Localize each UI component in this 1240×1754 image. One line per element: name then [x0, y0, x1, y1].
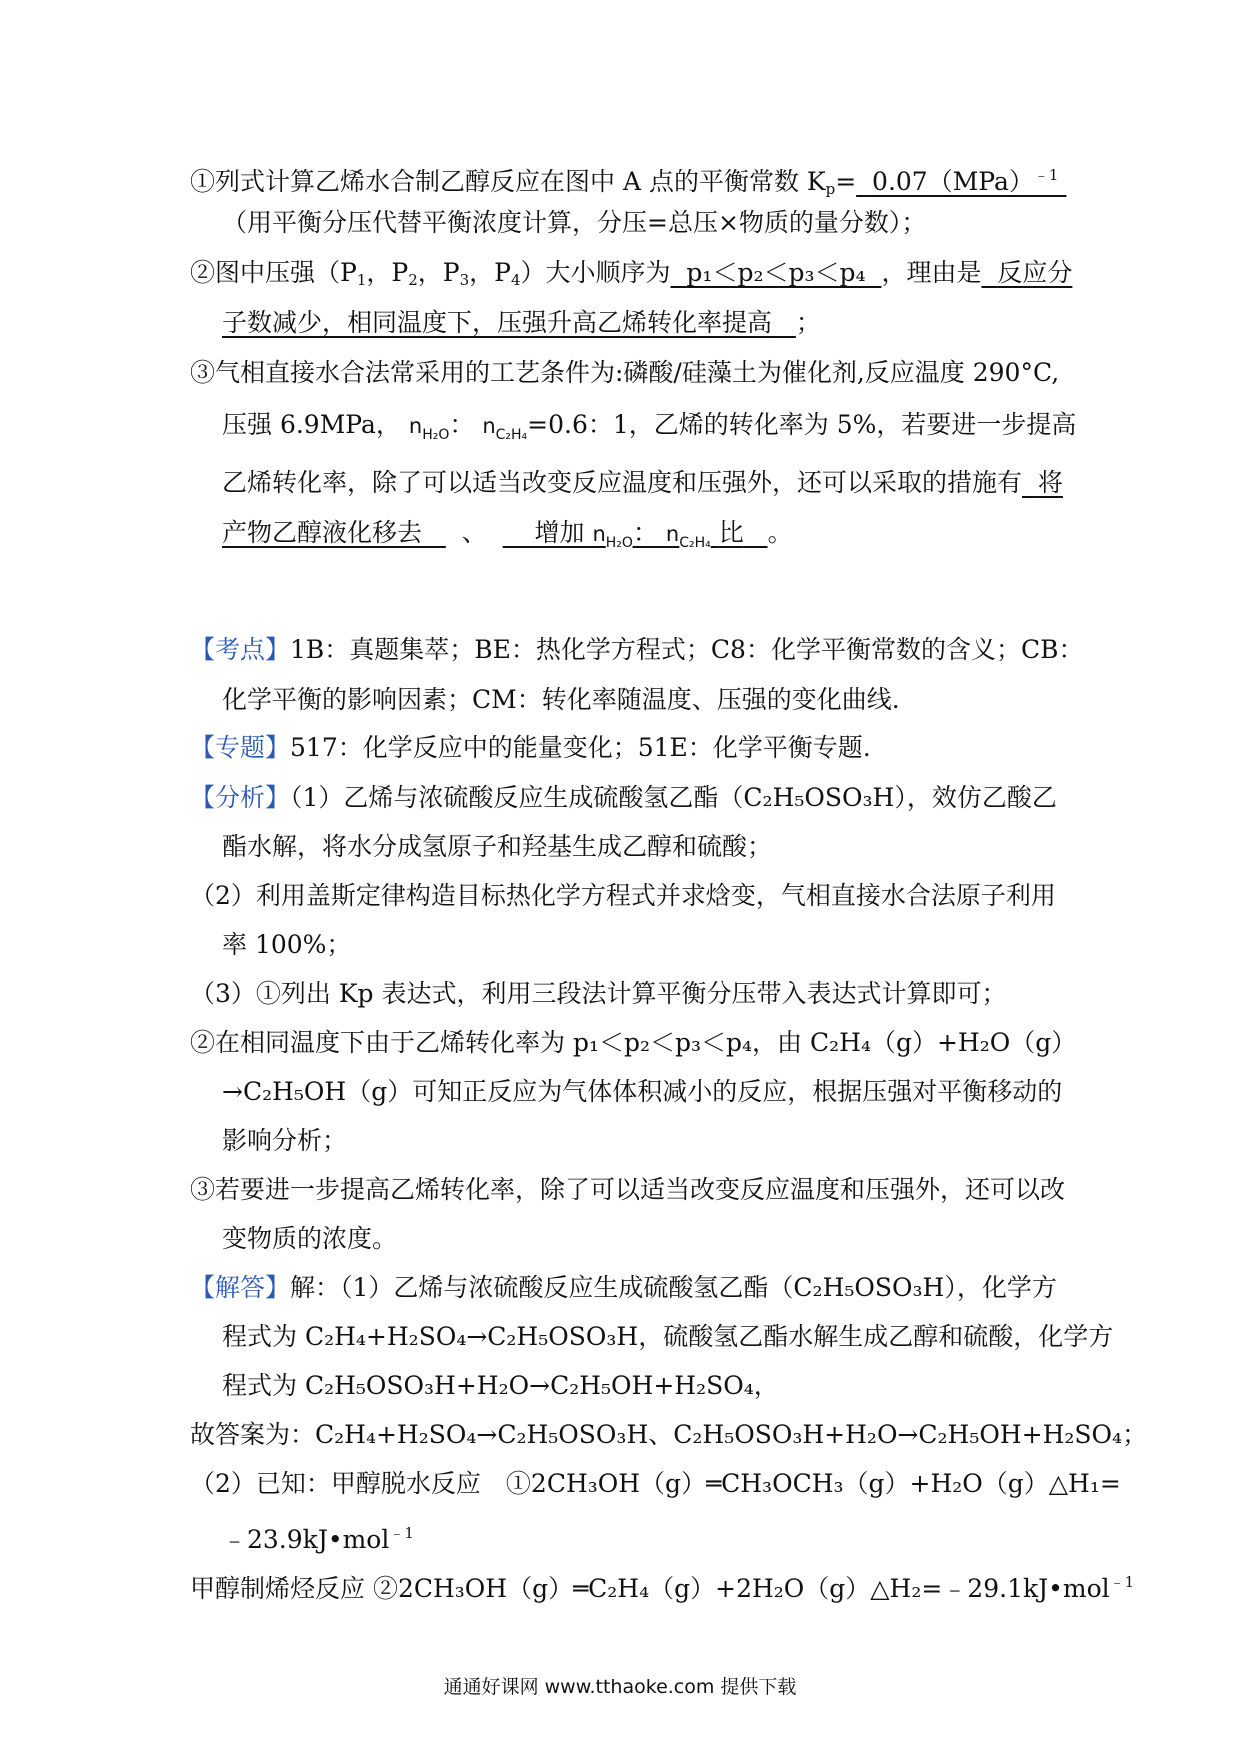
jieda-line4: 故答案为：C₂H₄+H₂SO₄→C₂H₅OSO₃H、C₂H₅OSO₃H+H₂O→C₂H₅OH+H₂SO₄； [190, 1420, 1148, 1449]
fenxi-line3: （2）利用盖斯定律构造目标热化学方程式并求焓变，气相直接水合法原子利用 [190, 881, 1056, 910]
kp-subscript: p [825, 180, 836, 198]
answer-n-c2h4-symbol: n [665, 522, 680, 546]
q3-2-line1 [190, 256, 1072, 297]
kaodian-line1 [190, 633, 1083, 667]
q3-3-line3 [222, 466, 1063, 500]
jieda-line1 [190, 1271, 1057, 1305]
jieda-line7 [190, 1565, 1134, 1606]
q3-2-text: ②图中压强（P [190, 258, 357, 287]
answer-n-h2o-symbol: n [592, 522, 606, 546]
n-c2h4-symbol: n [482, 414, 496, 438]
answer-n-c2h4 [665, 522, 711, 551]
fenxi-line10: 变物质的浓度。 [222, 1224, 398, 1253]
zhuanti-line1 [190, 731, 871, 765]
q3-3-end: 。 [767, 518, 793, 547]
fenxi-text-1: （1）乙烯与浓硫酸反应生成硫酸氢乙酯（C₂H₅OSO₃H），效仿乙酸乙 [290, 783, 1057, 812]
jieda-text-1: 解：（1）乙烯与浓硫酸反应生成硫酸氢乙酯（C₂H₅OSO₃H），化学方 [290, 1273, 1057, 1302]
equals-sign: = [835, 167, 857, 196]
jieda-line2: 程式为 C₂H₄+H₂SO₄→C₂H₅OSO₃H，硫酸氢乙酯水解生成乙醇和硫酸，化学方 [222, 1322, 1114, 1351]
fenxi-tag: 【分析】 [190, 783, 291, 812]
jieda-line7-exponent: ﹣1 [1109, 1573, 1135, 1591]
fenxi-line2: 酯水解，将水分成氢原子和羟基生成乙醇和硫酸； [222, 832, 773, 861]
jieda-line6 [222, 1516, 414, 1557]
p1-sub: 1 [356, 271, 367, 289]
q3-3-text: 压强 6.9MPa， [222, 410, 401, 439]
jieda-tag: 【解答】 [190, 1273, 291, 1302]
p3-sub: 3 [459, 271, 470, 289]
p4-sub: 4 [510, 271, 521, 289]
kaodian-tag: 【考点】 [190, 635, 291, 664]
jieda-text-7: 甲醇制烯烃反应 ②2CH₃OH（g）═C₂H₄（g）+2H₂O（g）△H₂=﹣29.1kJ•mol [190, 1574, 1110, 1603]
answer-n-c2h4-subscript: C₂H₄ [679, 535, 711, 551]
sep-1: ，P [366, 258, 409, 287]
pressure-order-answer [671, 258, 882, 287]
measure-answer-2-pre: 增加 [534, 518, 585, 547]
fenxi-line7: →C₂H₅OH（g）可知正反应为气体体积减小的反应，根据压强对平衡移动的 [222, 1077, 1063, 1106]
fenxi-line8: 影响分析； [222, 1126, 348, 1155]
n-c2h4-term [482, 414, 528, 443]
fenxi-line6: ②在相同温度下由于乙烯转化率为 p₁＜p₂＜p₃＜p₄，由 C₂H₄（g）+H₂O（g） [190, 1028, 1077, 1057]
measure-answer-1-part1 [1022, 468, 1063, 497]
measure-answer-1-part1-text: 将 [1037, 468, 1063, 497]
p2-sub: 2 [408, 271, 418, 289]
sep-3: ，P [469, 258, 511, 287]
q3-1-line1 [190, 158, 1066, 206]
kaodian-text-1: 1B：真题集萃；BE：热化学方程式；C8：化学平衡常数的含义；CB： [290, 635, 1084, 664]
reason-answer-part1-text: 反应分 [997, 258, 1073, 287]
n-h2o-subscript: H₂O [422, 427, 450, 443]
pressure-order-value: p₁＜p₂＜p₃＜p₄ [686, 258, 866, 287]
measure-answer-2-post: 比 [718, 518, 744, 547]
ratio-colon: ： [449, 410, 475, 439]
q3-3-ratio-text: =0.6：1，乙烯的转化率为 5%，若要进一步提高 [527, 410, 1077, 439]
fenxi-line9: ③若要进一步提高乙烯转化率，除了可以适当改变反应温度和压强外，还可以改 [190, 1175, 1066, 1204]
zhuanti-tag: 【专题】 [190, 733, 291, 762]
q3-2-reason-label: ，理由是 [881, 258, 982, 287]
jieda-line5: （2）已知：甲醇脱水反应 ①2CH₃OH（g）═CH₃OCH₃（g）+H₂O（g）△H₁= [190, 1469, 1121, 1498]
answer-n-h2o [592, 522, 633, 551]
measure-answer-1-part2-text: 产物乙醇液化移去 [222, 518, 423, 547]
kp-answer-value: 0.07（MPa） [872, 167, 1034, 196]
answer-colon: ： [632, 518, 658, 547]
jieda-line3: 程式为 C₂H₅OSO₃H+H₂O→C₂H₅OH+H₂SO₄， [222, 1371, 779, 1400]
q3-3-line1: ③气相直接水合法常采用的工艺条件为:磷酸/硅藻土为催化剂,反应温度 290°C, [190, 358, 1060, 387]
reason-answer-part1 [981, 258, 1072, 287]
q3-3-line4 [222, 516, 793, 560]
fenxi-line5: （3）①列出 Kp 表达式，利用三段法计算平衡分压带入表达式计算即可； [190, 979, 1007, 1008]
jieda-text-6: ﹣23.9kJ•mol [222, 1525, 390, 1554]
sep-2: ，P [417, 258, 460, 287]
measure-answer-1-part2 [222, 518, 446, 547]
kp-answer-exponent: ﹣1 [1033, 166, 1059, 184]
n-h2o-symbol: n [408, 414, 423, 438]
reason-answer-part2-text: 子数减少，相同温度下，压强升高乙烯转化率提高 [222, 308, 773, 337]
q3-1-line2: （用平衡分压代替平衡浓度计算，分压=总压×物质的量分数）； [222, 208, 927, 237]
q3-3-measures-label: 乙烯转化率，除了可以适当改变反应温度和压强外，还可以采取的措施有 [222, 468, 1023, 497]
zhuanti-text: 517：化学反应中的能量变化；51E：化学平衡专题. [290, 733, 871, 762]
jieda-line6-exponent: ﹣1 [389, 1524, 414, 1542]
page-footer: 通通好课网 www.tthaoke.com 提供下载 [443, 1676, 797, 1698]
q3-1-text: ①列式计算乙烯水合制乙醇反应在图中 A 点的平衡常数 K [190, 167, 826, 196]
q3-2-end: ； [795, 308, 821, 337]
measure-answer-2 [503, 518, 768, 551]
n-c2h4-subscript: C₂H₄ [495, 427, 528, 443]
q3-2-mid: ）大小顺序为 [520, 258, 671, 287]
answer-n-h2o-subscript: H₂O [605, 535, 633, 551]
q3-3-line2 [222, 408, 1076, 452]
fenxi-line4: 率 100%； [222, 930, 352, 959]
reason-answer-part2 [222, 308, 796, 337]
q3-2-line2 [222, 306, 821, 340]
n-h2o-term [408, 414, 450, 443]
fenxi-line1 [190, 781, 1057, 815]
kaodian-line2: 化学平衡的影响因素；CM：转化率随温度、压强的变化曲线. [222, 685, 900, 714]
kp-answer [856, 167, 1066, 196]
answer-separator: 、 [461, 518, 487, 547]
